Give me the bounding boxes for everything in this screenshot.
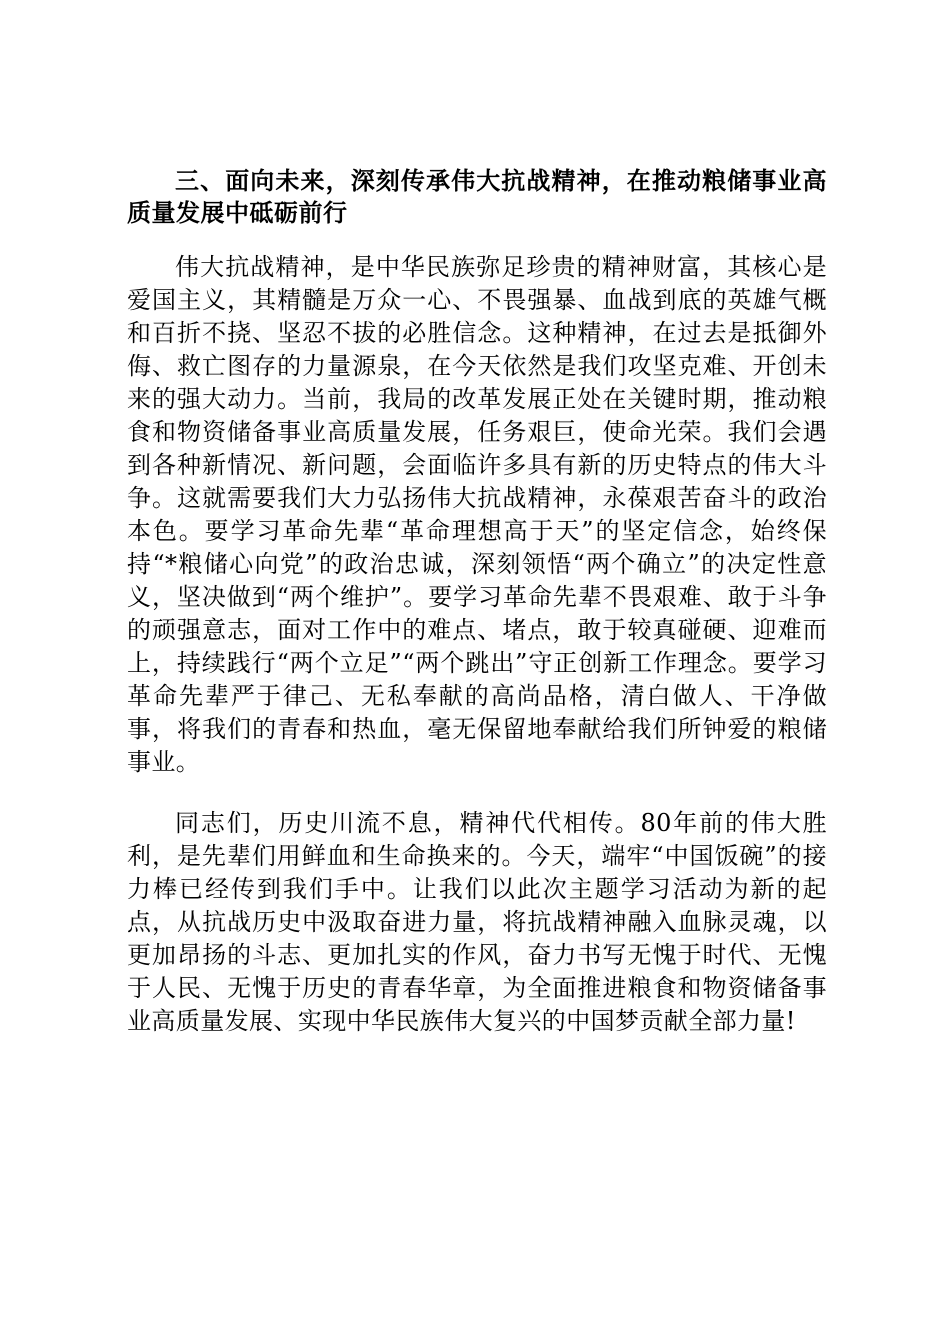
body-paragraph-1: 伟大抗战精神，是中华民族弥足珍贵的精神财富，其核心是爱国主义，其精髓是万众一心、不畏强暴、血战到底的英雄气概和百折不挠、坚忍不拔的必胜信念。这种精神，在过去是抵御外侮、救亡图存的力量源泉，在今天依然是我们攻坚克难、开创未来的强大动力。当前，我局的改革发展正处在关键时期，推动粮食和物资储备事业高质量发展，任务艰巨，使命光荣。我们会遇到各种新情况、新问题，会面临许多具有新的历史特点的伟大斗争。这就需要我们大力弘扬伟大抗战精神，永葆艰苦奋斗的政治本色。要学习革命先辈“革命理想高于天”的坚定信念，始终保持“*粮储心向党”的政治忠诚，深刻领悟“两个确立”的决定性意义，坚决做到“两个维护”。要学习革命先辈不畏艰难、敢于斗争的顽强意志，面对工作中的难点、堵点，敢于较真碰硬、迎难而上，持续践行“两个立足”“两个跳出”守正创新工作理念。要学习革命先辈严于律己、无私奉献的高尚品格，清白做人、干净做事，将我们的青春和热血，毫无保留地奉献给我们所钟爱的粮储事业。 <box>127 253 827 776</box>
body-paragraph-2: 同志们，历史川流不息，精神代代相传。80年前的伟大胜利，是先辈们用鲜血和生命换来的。今天，端牢“中国饭碗”的接力棒已经传到我们手中。让我们以此次主题学习活动为新的起点，从抗战历史中汲取奋进力量，将抗战精神融入血脉灵魂，以更加昂扬的斗志、更加扎实的作风，奋力书写无愧于时代、无愧于人民、无愧于历史的青春华章，为全面推进粮食和物资储备事业高质量发展、实现中华民族伟大复兴的中国梦贡献全部力量! <box>127 809 827 1035</box>
section-heading: 三、面向未来，深刻传承伟大抗战精神，在推动粮储事业高质量发展中砥砺前行 <box>127 166 827 227</box>
document-page <box>127 165 827 1038</box>
